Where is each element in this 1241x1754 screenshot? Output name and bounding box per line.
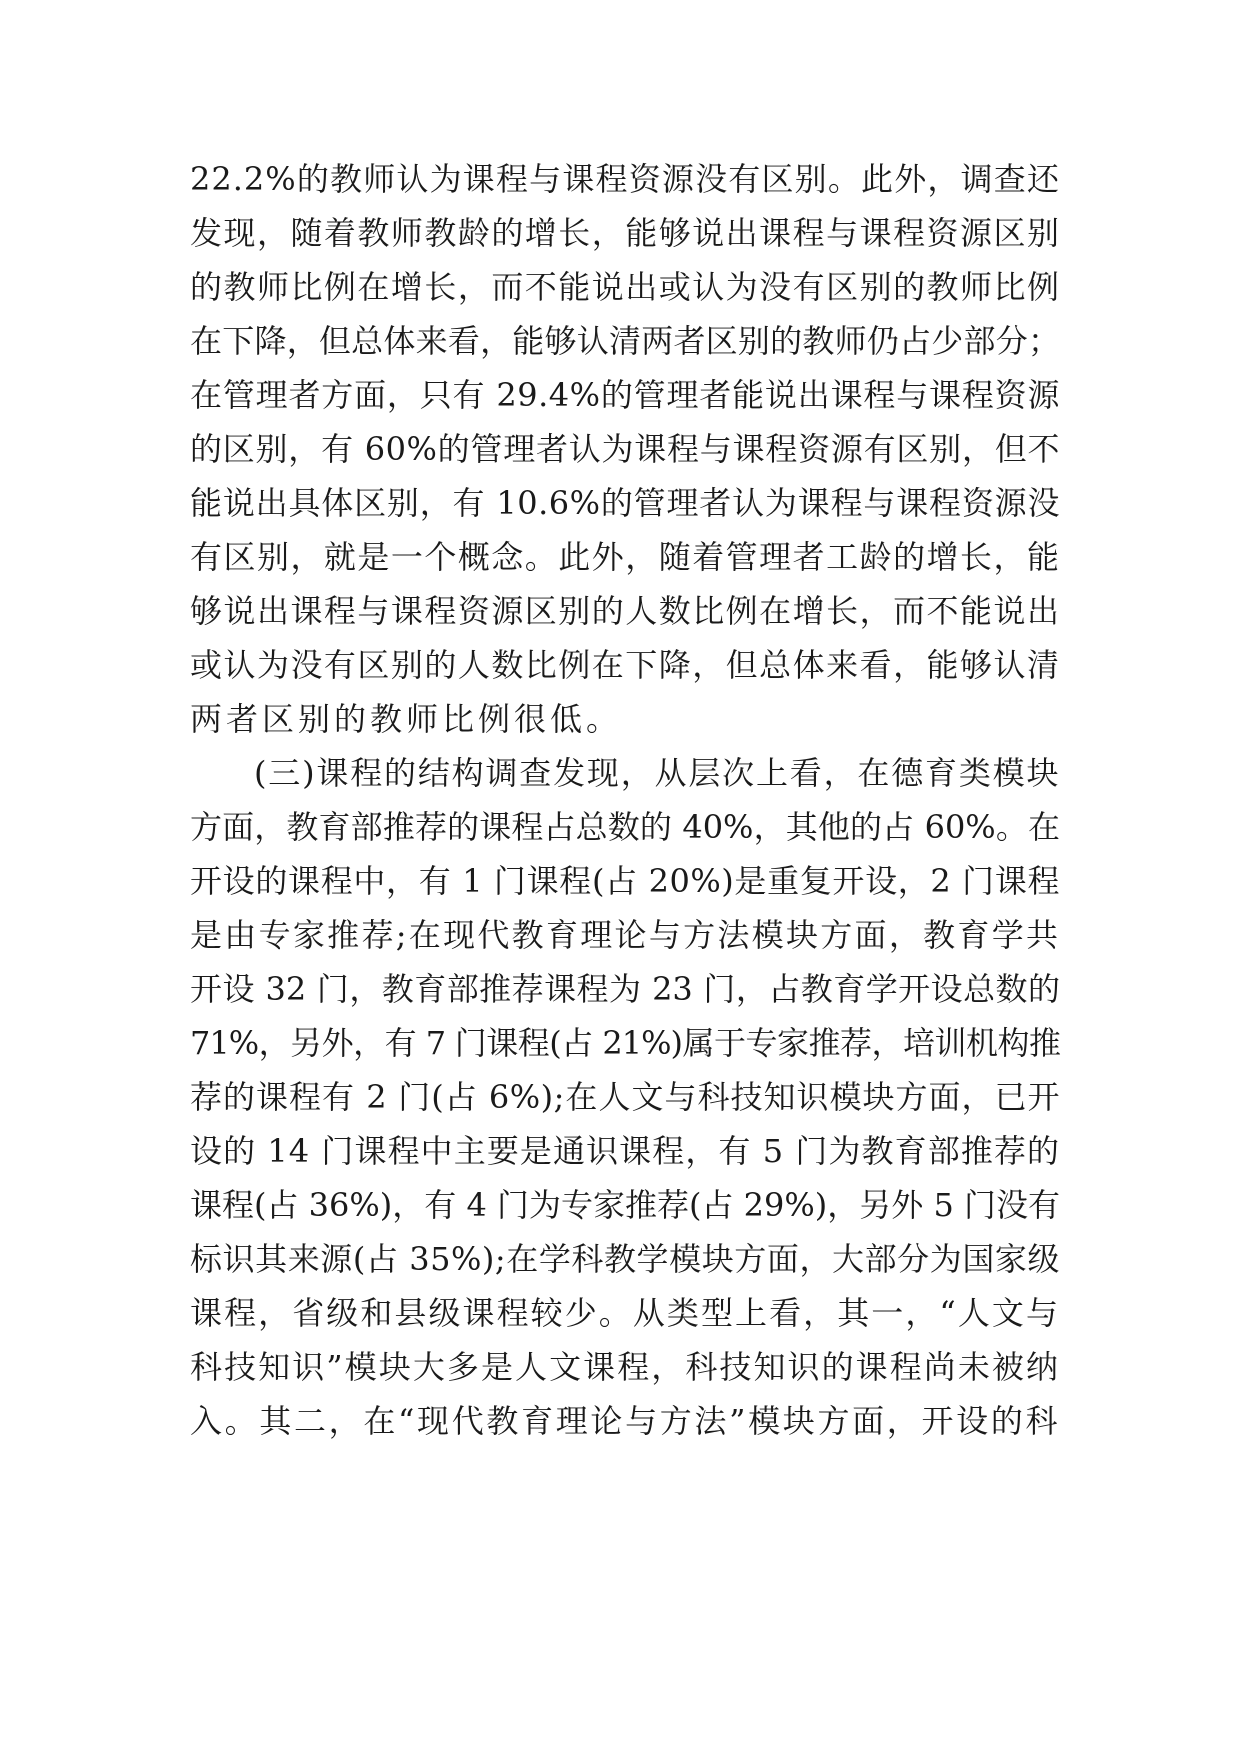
- text-line: 入。其二，在“现代教育理论与方法”模块方面，开设的科: [190, 1402, 1060, 1440]
- text-line: 发现，随着教师教龄的增长，能够说出课程与课程资源区别: [190, 214, 1060, 252]
- text-line: 荐的课程有 2 门(占 6%);在人文与科技知识模块方面，已开: [190, 1078, 1060, 1116]
- text-line: 22.2%的教师认为课程与课程资源没有区别。此外，调查还: [190, 160, 1060, 198]
- text-line: 课程，省级和县级课程较少。从类型上看，其一，“人文与: [190, 1294, 1060, 1332]
- text-line: 的教师比例在增长，而不能说出或认为没有区别的教师比例: [190, 268, 1060, 306]
- text-line: 在管理者方面，只有 29.4%的管理者能说出课程与课程资源: [190, 376, 1060, 414]
- text-line: 开设的课程中，有 1 门课程(占 20%)是重复开设，2 门课程: [190, 862, 1060, 900]
- text-line: 设的 14 门课程中主要是通识课程，有 5 门为教育部推荐的: [190, 1132, 1060, 1170]
- text-line: (三)课程的结构调查发现，从层次上看，在德育类模块: [254, 754, 1060, 792]
- text-line: 方面，教育部推荐的课程占总数的 40%，其他的占 60%。在: [190, 808, 1060, 846]
- text-line: 开设 32 门，教育部推荐课程为 23 门，占教育学开设总数的: [190, 970, 1060, 1008]
- text-line: 71%，另外，有 7 门课程(占 21%)属于专家推荐，培训机构推: [190, 1024, 1060, 1062]
- text-line: 在下降，但总体来看，能够认清两者区别的教师仍占少部分；: [190, 322, 1060, 360]
- text-line: 科技知识”模块大多是人文课程，科技知识的课程尚未被纳: [190, 1348, 1060, 1386]
- text-line: 标识其来源(占 35%);在学科教学模块方面，大部分为国家级: [190, 1240, 1060, 1278]
- text-line: 是由专家推荐;在现代教育理论与方法模块方面，教育学共: [190, 916, 1060, 954]
- text-line: 或认为没有区别的人数比例在下降，但总体来看，能够认清: [190, 646, 1060, 684]
- paragraph-teacher-manager-survey: [190, 152, 1060, 746]
- paragraph-course-structure: [190, 746, 1060, 1448]
- text-line: 两者区别的教师比例很低。: [190, 700, 623, 738]
- text-line: 能说出具体区别，有 10.6%的管理者认为课程与课程资源没: [190, 484, 1060, 522]
- body-text: [190, 152, 1060, 1448]
- text-line: 够说出课程与课程资源区别的人数比例在增长，而不能说出: [190, 592, 1060, 630]
- text-line: 课程(占 36%)，有 4 门为专家推荐(占 29%)，另外 5 门没有: [190, 1186, 1060, 1224]
- text-line: 的区别，有 60%的管理者认为课程与课程资源有区别，但不: [190, 430, 1060, 468]
- text-line: 有区别，就是一个概念。此外，随着管理者工龄的增长，能: [190, 538, 1060, 576]
